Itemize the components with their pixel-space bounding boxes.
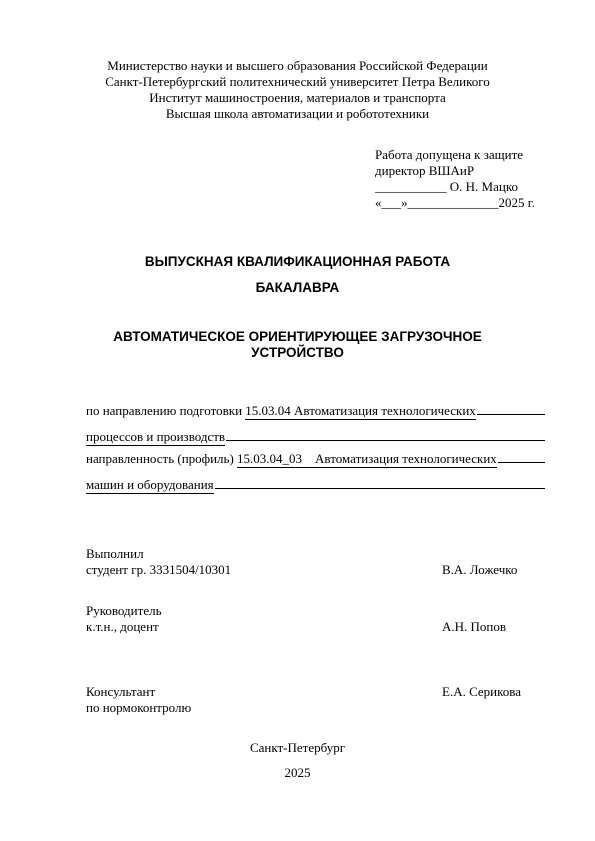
profile-fill2	[215, 476, 545, 489]
approval-signer: О. Н. Мацко	[449, 179, 518, 194]
approval-date-line	[375, 195, 535, 211]
approval-year: 2025 г.	[498, 195, 535, 210]
profile-row2	[86, 476, 545, 494]
footer-city: Санкт-Петербург	[249, 740, 346, 755]
topic-line1: АВТОМАТИЧЕСКОЕ ОРИЕНТИРУЮЩЕЕ ЗАГРУЗОЧНОЕ	[113, 329, 482, 344]
header-institute: Институт машиностроения, материалов и транспорта	[149, 90, 446, 105]
consultant-role: Консультант	[86, 684, 156, 699]
header-ministry: Министерство науки и высшего образования Российской Федерации	[107, 58, 488, 73]
direction-value2: процессов и производств	[86, 429, 226, 444]
header-university: Санкт-Петербургский политехнический университет Петра Великого	[105, 74, 490, 89]
direction-value1: 15.03.04 Автоматизация технологических	[245, 403, 476, 418]
approval-day-blank: ___	[381, 195, 401, 210]
performer-name: В.А. Ложечко	[442, 562, 518, 577]
header-school: Высшая школа автоматизации и робототехники	[165, 106, 430, 121]
work-title-line2: БАКАЛАВРА	[255, 280, 340, 295]
supervisor-role: Руководитель	[86, 603, 162, 618]
approval-month-blank: ______________	[407, 195, 499, 210]
profile-fill1	[498, 450, 545, 463]
topic-line2: УСТРОЙСТВО	[251, 345, 344, 360]
approval-date-mid: »	[401, 195, 408, 210]
footer-year: 2025	[284, 765, 311, 780]
consultant-name: Е.А. Серикова	[442, 684, 522, 699]
profile-row1	[86, 450, 545, 468]
approval-date-open: «	[375, 195, 382, 210]
profile-value2: машин и оборудования	[86, 477, 214, 492]
supervisor-name: А.Н. Попов	[442, 619, 507, 634]
profile-value1: 15.03.04_03 Автоматизация технологических	[237, 451, 497, 466]
direction-fill1	[477, 402, 545, 415]
profile-label: направленность (профиль)	[86, 451, 234, 466]
direction-row2	[86, 428, 545, 446]
approval-signature-line	[375, 179, 518, 195]
approval-line2: директор ВШАиР	[375, 163, 475, 178]
direction-row1	[86, 402, 545, 420]
performer-role: Выполнил	[86, 546, 144, 561]
approval-line1: Работа допущена к защите	[375, 147, 524, 162]
direction-fill2	[226, 428, 545, 441]
consultant-role-line2: по нормоконтролю	[86, 700, 192, 715]
performer-group: студент гр. 3331504/10301	[86, 562, 232, 577]
work-title-line1: ВЫПУСКНАЯ КВАЛИФИКАЦИОННАЯ РАБОТА	[144, 254, 451, 269]
approval-signature-blank: ___________	[375, 179, 447, 194]
supervisor-title: к.т.н., доцент	[86, 619, 159, 634]
direction-label: по направлению подготовки	[86, 403, 243, 418]
